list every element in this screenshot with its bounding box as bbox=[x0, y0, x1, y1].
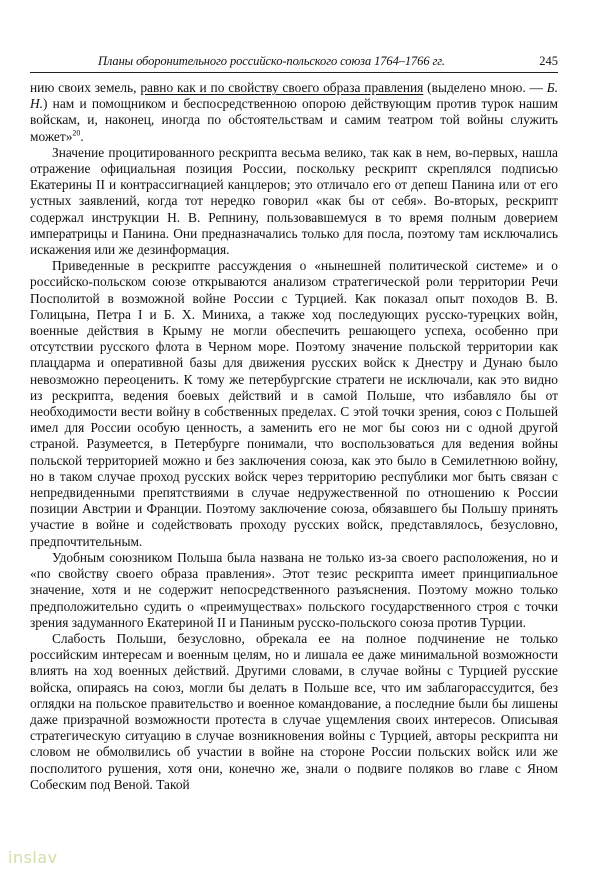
text-segment: . bbox=[80, 128, 84, 144]
text-segment: нию своих земель, bbox=[30, 80, 141, 95]
paragraph bbox=[30, 631, 558, 793]
running-title: Планы оборонительного российско-польского союза 1764–1766 гг. bbox=[98, 54, 445, 68]
text-segment: Слабость Польши, безусловно, обрекала ее на полное подчинение не только российским интересам и военным целям, но и лишала ее даже минимальной возможности влиять на ход военных действий. Другими словами, в случае войны с Турцией русские войска, опираясь на союз, могли бы делать в Польше все, что им заблагорассудится, без оглядки на польское правительство и военное командование, а последние были бы лишены даже призрачной возможности протеста в случае ущемления своих интересов. Описывая стратегическую ситуацию в случае возникновения войны с Турцией, авторы рескрипта ни словом не обмолвились об участии в войне на стороне России польских войск или же посполитого рушения, хотя они, конечно же, знали о подвиге поляков во главе с Яном Собеским под Веной. Такой bbox=[30, 630, 558, 792]
running-head bbox=[30, 52, 558, 73]
underlined-text: равно как и по свойству своего образа правления bbox=[140, 80, 424, 95]
text-segment: Приведенные в рескрипте рассуждения о «нынешней политической системе» и о российско-польском союзе открываются анализом стратегической роли территории Речи Посполитой в возможной войне России с Турцией. Как показал опыт походов В. В. Голицына, Петра I и Б. Х. Миниха, а также ход последующих русско-турецких войн, военные действия в Крыму не могли обеспечить решающего успеха, особенно при отсутствии русского флота в Черном море. Поэтому значение польской территории как плацдарма и оперативной базы для движения русских войск к Днестру и Дунаю было невозможно переоценить. К тому же петербургские стратеги не исключали, как это видно из рескрипта, ведения боевых действий и в самой Польше, что избавляло бы от необходимости вести войну в собственных пределах. С этой точки зрения, союз с Польшей имел для России особую ценность, а заменить его не мог бы союз ни с одной другой страной. Разумеется, в Петербурге понимали, что воспользоваться для ведения войны польской территорией можно и без заключения союза, как это было в Семилетнюю войну, но в таком случае проход русских войск через территорию республики мог быть связан с непредвиденными препятствиями в случае недружественной по отношению к России позиции Австрии и Франции. Поэтому заключение союза, обязавшего бы Польшу принять участие в войне и содействовать проходу русских войск, представлялось, безусловно, предпочтительным. bbox=[30, 258, 558, 549]
watermark-logo: inslav bbox=[8, 848, 58, 867]
text-segment: Удобным союзником Польша была названа не только из-за своего расположения, но и «по свойству своего образа правления». Этот тезис рескрипта имеет принципиальное значение, хотя и не содержит непосредственного разъяснения. Поэтому можно только предположительно судить о «преимуществах» польского государственного строя с точки зрения задуманного Екатериной II и Паниным русско-польского союза против Турции. bbox=[30, 549, 558, 630]
paragraph bbox=[30, 550, 558, 631]
text-segment: (выделено мною. — bbox=[423, 80, 547, 95]
body-text bbox=[30, 80, 558, 793]
text-segment: Значение процитированного рескрипта весьма велико, так как в нем, во-первых, нашла отражение официальная позиция России, поскольку рескрипт скреплялся подписью Екатерины II и контрассигнацией канцлеров; это отличало его от депеш Панина или от его устных заявлений, когда тот нередко говорил «как бы от себя». Во-вторых, рескрипт содержал инструкции Н. В. Репнину, пользовавшемуся в то время полным доверием императрицы и Панина. Они предназначались только для посла, поэтому там исключались искажения или же дезинформация. bbox=[30, 144, 558, 258]
paragraph bbox=[30, 80, 558, 145]
text-segment: ) нам и помощником и беспосредственною опорою действующим против турок нашим войскам, и, наконец, иногда по обстоятельствам и самим театром той войны служить может» bbox=[30, 96, 558, 144]
page-number: 245 bbox=[539, 54, 558, 68]
italic-text: Б. Н. bbox=[30, 80, 558, 112]
footnote-marker: 20 bbox=[72, 128, 81, 138]
paragraph bbox=[30, 145, 558, 258]
paragraph bbox=[30, 258, 558, 550]
